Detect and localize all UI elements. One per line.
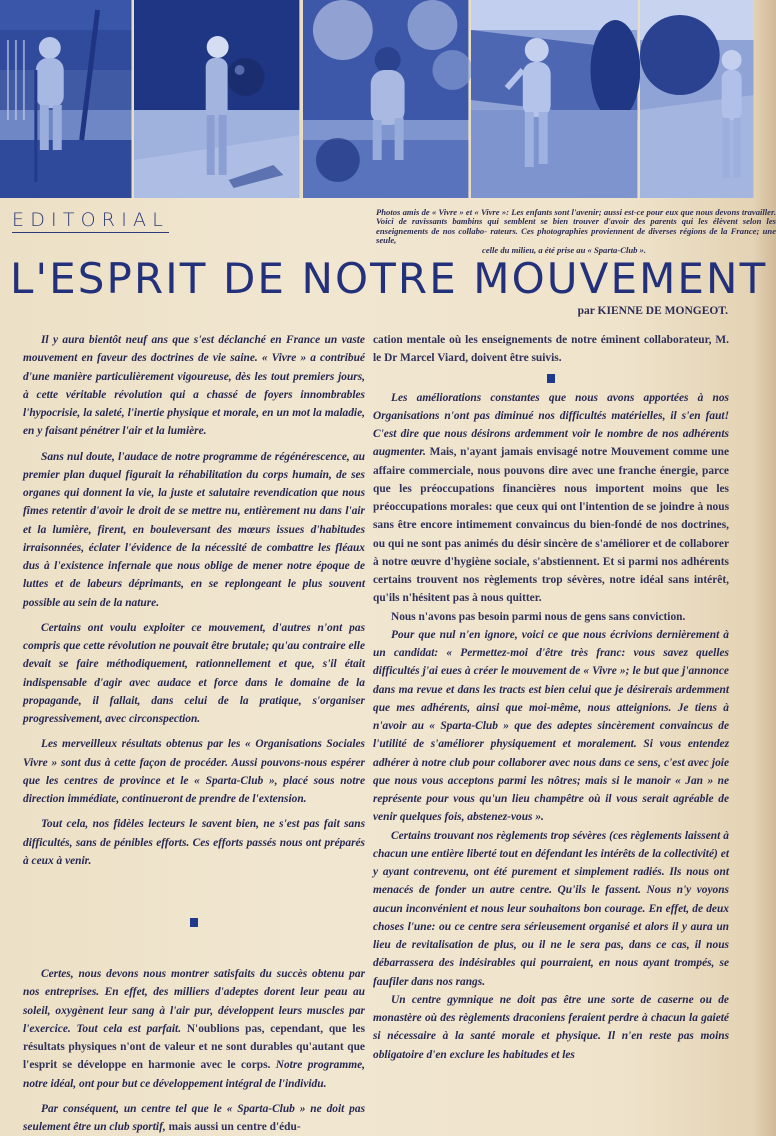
- paragraph-italic: Notre programme, notre idéal, ont pour but ce développement intégral de l'individu.: [23, 1059, 365, 1090]
- caption-line: trouver d'avoir des parents qui les élèvent selon les enseignements de nos collabo-: [376, 216, 776, 236]
- photo-child-crouching: [303, 0, 468, 198]
- photo-strip: [0, 0, 754, 198]
- paragraph-italic: Par conséquent, un centre tel que le « Sparta-Club » ne doit pas seulement être un club sportif,: [23, 1102, 365, 1133]
- paragraph: Tout cela, nos fidèles lecteurs le savent bien, ne s'est pas fait sans difficultés, sans de pénibles efforts. Ces efforts passés nous ont préparés à ceux à venir.: [23, 818, 365, 867]
- photo-child-with-ball: [134, 0, 299, 198]
- paragraph: Un centre gymnique ne doit pas être une sorte de caserne ou de monastère où des règlements draconiens feraient perdre à chacun la gaieté si nécessaire à la santé morale et physique. Il n'en reste pas moins obligatoire d'en exclure les habitudes et les: [373, 993, 729, 1061]
- photo-child-walking: [471, 0, 637, 198]
- byline: par KIENNE DE MONGEOT.: [577, 305, 728, 317]
- paragraph-italic: Les améliorations constantes que nous avons apportées à nos Organisations n'ont pas diminué nos difficultés matérielles, il s'en faut! C'est dire que nous désirons ardemment voir le nombre de nos adhérents augmenter.: [373, 391, 729, 459]
- paragraph-italic: Certes, nous devons nous montrer satisfaits du succès obtenu par nos entreprises. En effet, des milliers d'adeptes dorent leur peau au soleil, oxygènent leur sang à l'air pur, développent leurs muscles par l'exercice. Tout cela est parfait.: [23, 968, 365, 1035]
- paragraph-roman: Mais, n'ayant jamais envisagé notre Mouvement comme une affaire commerciale, nous pouvons dire avec une franche énergie, parce que les préoccupations financières nous importent moins que les préoccupations morales: que ceux qui ont l'intention de se joindre à nous sans être encore intimement convaincus du bien-fondé de nos doctrines, ou qui ne sont pas animés du désir sincère de s'améliorer et de collaborer à notre œuvre d'hygiène sociale, s'abstiennent. Et si parmi nos adhérents certains trouvent nos règlements trop sévères, notre idéal sans intérêt, qu'ils n'hésitent pas à nous quitter.: [373, 446, 729, 605]
- left-column: [23, 331, 365, 1136]
- paragraph-roman: mais aussi un centre d'édu-: [165, 1121, 301, 1133]
- right-column: [373, 331, 729, 1064]
- paragraph-roman: N'oublions pas, cependant, que les résultats physiques n'ont de valeur et ne sont durables qu'autant que l'esprit se développe en harmonie avec le corps.: [23, 1022, 365, 1072]
- paragraph: Les merveilleux résultats obtenus par les « Organisations Sociales Vivre » sont dus à cette façon de procéder. Aussi pouvons-nous espérer que les centres de province et le « Sparta-Club », placé sous notre direction immédiate, continueront de prendre de l'extension.: [23, 738, 365, 805]
- photo-child-on-path: [640, 0, 754, 198]
- caption-line: celle du milieu, a été prise au « Sparta-Club ».: [482, 244, 646, 255]
- caption-line: eux que nous devons travailler. Voici de ravissants bambins qui semblent se bien: [376, 207, 776, 227]
- photo-child-with-stick: [0, 0, 131, 198]
- paragraph: Il y aura bientôt neuf ans que s'est déclanché en France un vaste mouvement en faveur des doctrines de vie saine. « Vivre » a contribué d'une manière particulièrement vigoureuse, dès les tout premiers jours, à cette véritable révolution qui a chassé de foyers innombrables l'hypocrisie, la saleté, l'inertie physique et morale, en un mot la maladie, en y faisant pénétrer l'air et la lumière.: [23, 334, 365, 438]
- paragraph: cation mentale où les enseignements de notre éminent collaborateur, M. le Dr Marcel Viard, doivent être suivis.: [373, 334, 729, 365]
- paragraph: [23, 1100, 365, 1136]
- ornament-square: [190, 918, 198, 927]
- paragraph: Sans nul doute, l'audace de notre programme de régénérescence, au premier plan duquel figurait la réhabilitation du corps humain, de ses organes qui donnent la vie, la juste et salutaire revendication que nous fîmes retentir d'avoir le droit de se mettre nu, entièrement nu dans l'air et la lumière, firent, en bouleversant des mœurs issues d'habitudes irraisonnées, éclater l'évidence de la nécessité de combattre les fléaux dus à l'existence infernale que nous oblige de mener notre époque de luttes et de labeurs déprimants, en se replongeant le plus souvent possible au sein de la nature.: [23, 450, 365, 609]
- ornament-square: [547, 374, 555, 383]
- paragraph: Nous n'avons pas besoin parmi nous de gens sans conviction.: [391, 610, 686, 623]
- caption-line: Photos amis de « Vivre » et « Vivre »: Les enfants sont l'avenir; aussi est-ce pour: [376, 207, 666, 217]
- paragraph: [373, 389, 729, 608]
- caption-line: rateurs. Ces photographies proviennent de diverses régions de la France; une seule,: [376, 225, 776, 246]
- article-title: L'ESPRIT DE NOTRE MOUVEMENT: [10, 254, 768, 303]
- paragraph: Certains trouvant nos règlements trop sévères (ces règlements laissent à chacun une entière liberté tout en défendant les intérêts de la collectivité) et y ayant contrevenu, ont été purement et simplement radiés. Ils nous ont menacés de fonder un autre centre. Qu'ils le fassent. Nous n'y voyons aucun inconvénient et nous leur souhaitons bon courage. En effet, de deux choses l'une: ou ce centre sera sérieusement organisé et alors il y aura un lieu de revitalisation de plus, ou il ne le sera pas, dans ce cas, il nous débarrassera des indésirables qui pourraient, en nous ayant trompés, se faufiler dans nos rangs.: [373, 829, 729, 988]
- photo-caption: [376, 208, 776, 255]
- paragraph: Certains ont voulu exploiter ce mouvement, d'autres n'ont pas compris que cette révolution ne pouvait être brutale; qu'au contraire elle devait se faire méthodiquement, rationnellement et que, s'il était indispensable d'agir avec audace et force dans le domaine de la propagande, il fallait, dans celui de la pratique, s'organiser progressivement, avec circonspection.: [23, 621, 365, 725]
- paragraph: Pour que nul n'en ignore, voici ce que nous écrivions dernièrement à un candidat: « Permettez-moi d'être très franc: vous savez quelles difficultés j'ai eues à créer le mouvement de « Vivre »; le but que j'annonce dans ma revue et dans les tracts est bien celui que je désirerais ardemment que mes adhérents, ainsi que moi-même, nous atteignions. Je tiens à n'avoir au « Sparta-Club » que des adeptes sincèrement convaincus de l'utilité de s'améliorer physiquement et moralement. Si vous entendez adhérer à notre club pour collaborer avec nous dans ce sens, c'est avec joie que nous vous acceptons parmi les nôtres; mais si le manoir « Jan » ne représente pour vous qu'un lieu champêtre où il vous serait agréable de venir quelques fois, abstenez-vous ».: [373, 628, 729, 824]
- section-label: EDITORIAL: [12, 209, 169, 231]
- paragraph: [23, 965, 365, 1093]
